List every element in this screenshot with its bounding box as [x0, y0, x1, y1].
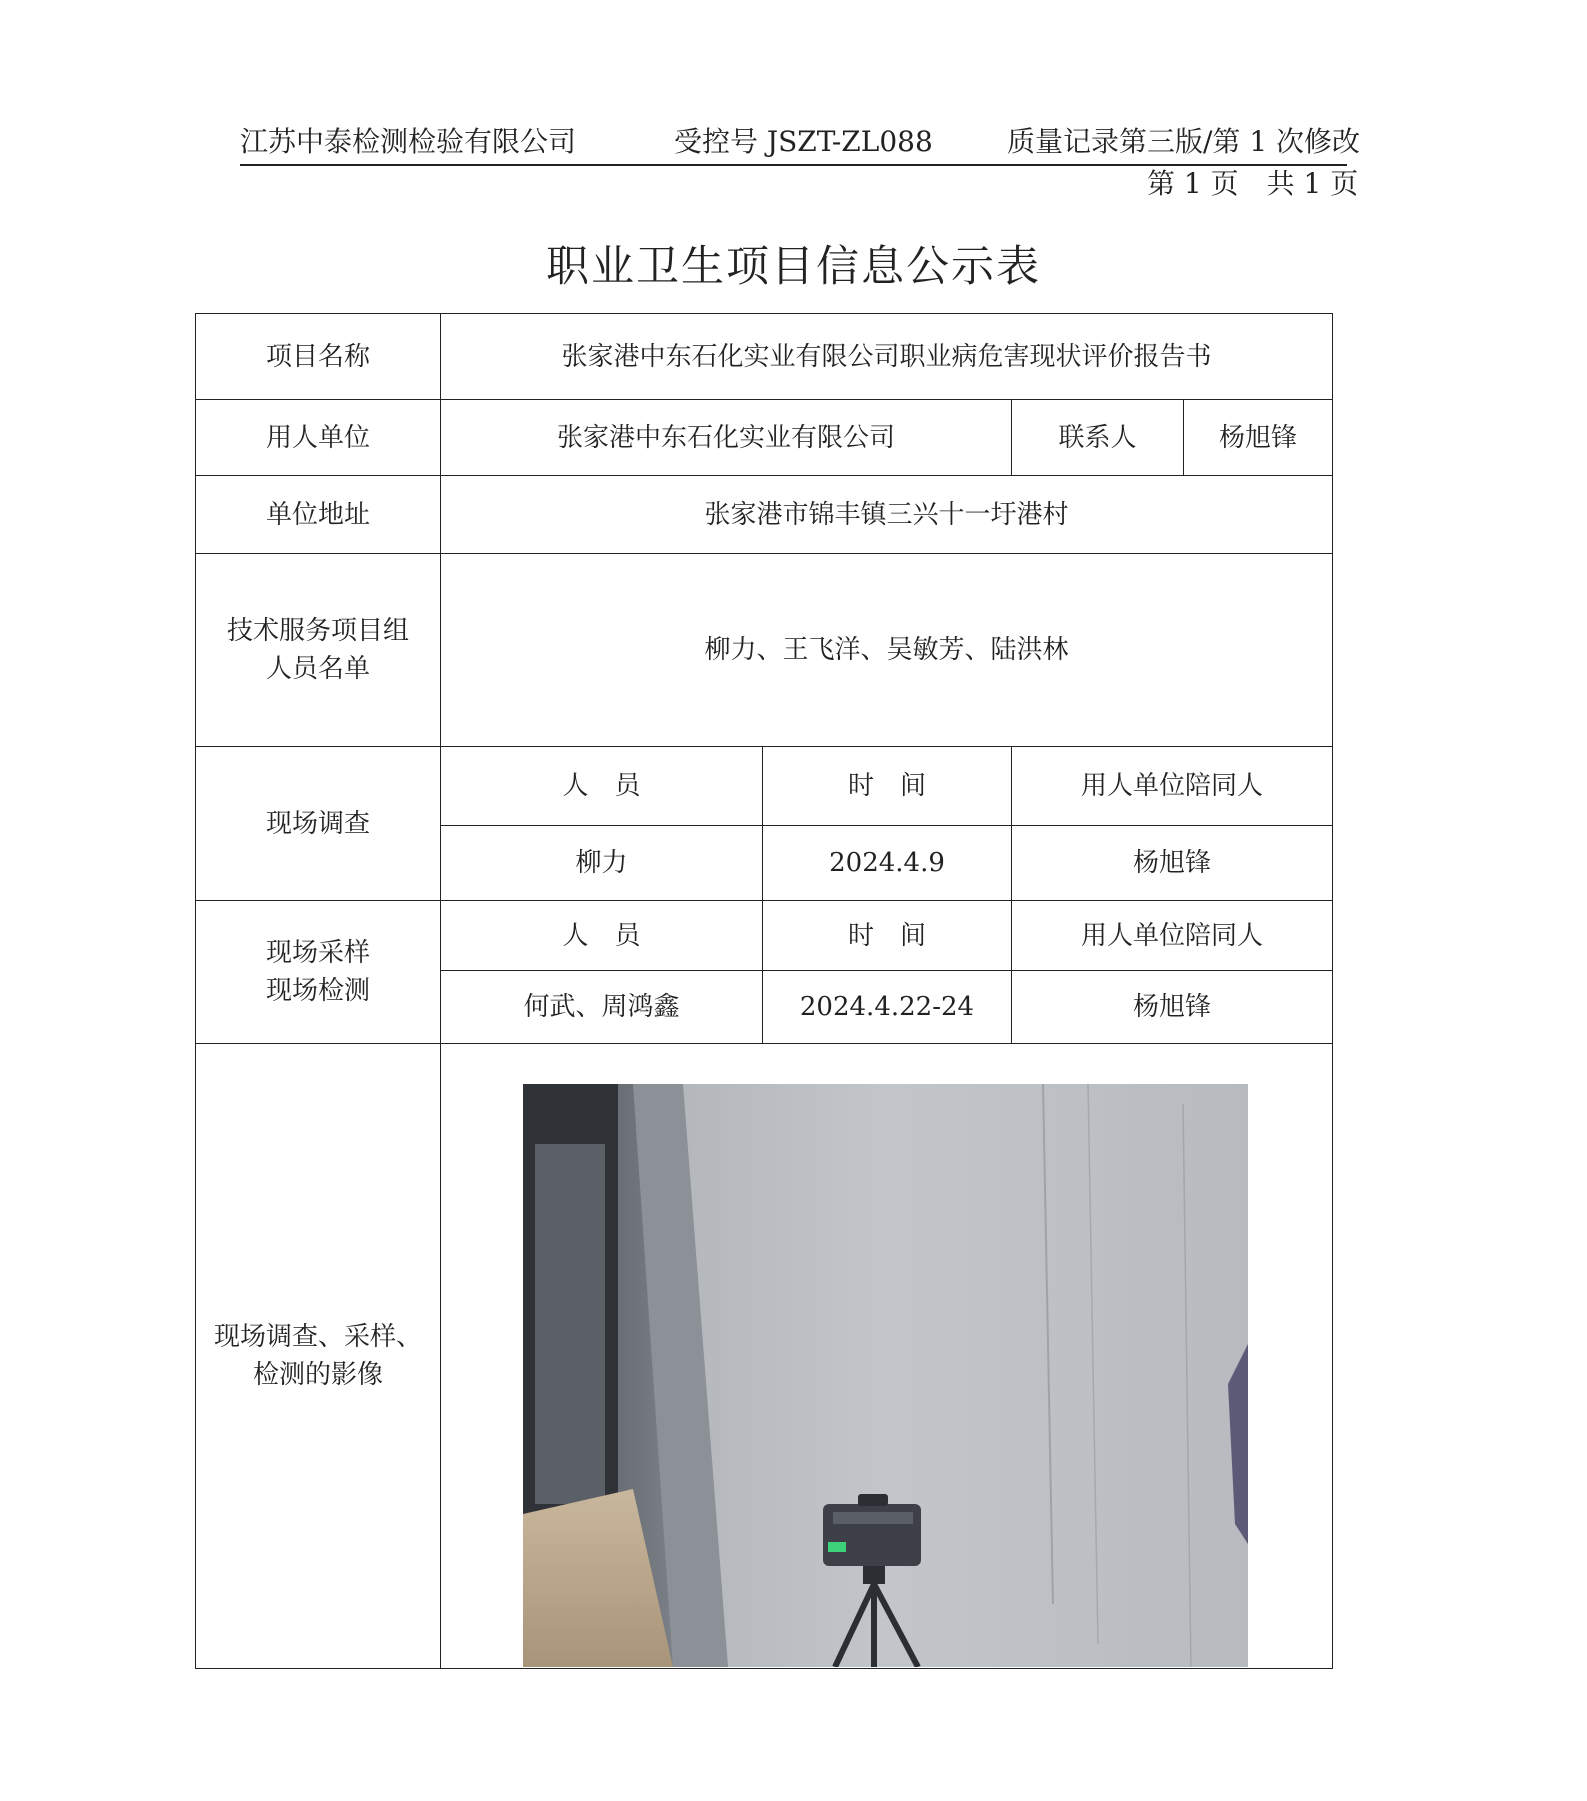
team-value: 柳力、王飞洋、吴敏芳、陆洪林 — [441, 554, 1333, 747]
sampling-person: 何武、周鸿鑫 — [441, 971, 763, 1044]
header-rule — [240, 164, 1347, 166]
header-company: 江苏中泰检测检验有限公司 — [240, 125, 577, 158]
sampling-col-person: 人 员 — [441, 901, 763, 971]
survey-col-person: 人 员 — [441, 747, 763, 826]
survey-col-accompany: 用人单位陪同人 — [1012, 747, 1333, 826]
sampling-label-line1: 现场采样 — [265, 938, 370, 968]
row-sampling-header — [196, 901, 1333, 971]
team-label — [196, 554, 441, 747]
employer-label: 用人单位 — [196, 400, 441, 476]
sampling-col-time: 时 间 — [763, 901, 1012, 971]
images-label-line1: 现场调查、采样、 — [213, 1322, 422, 1352]
team-label-line1: 技术服务项目组 — [226, 616, 409, 646]
site-photo-illustration — [523, 1084, 1248, 1667]
project-name-value: 张家港中东石化实业有限公司职业病危害现状评价报告书 — [441, 314, 1333, 400]
sampling-col-accompany: 用人单位陪同人 — [1012, 901, 1333, 971]
page-title: 职业卫生项目信息公示表 — [546, 242, 1041, 292]
contact-label: 联系人 — [1012, 400, 1184, 476]
project-name-label: 项目名称 — [196, 314, 441, 400]
header-edition: 质量记录第三版/第 1 次修改 — [1007, 125, 1361, 158]
sampling-accompany: 杨旭锋 — [1012, 971, 1333, 1044]
row-images — [196, 1044, 1333, 1669]
images-label — [196, 1044, 441, 1669]
row-address — [196, 476, 1333, 554]
contact-value: 杨旭锋 — [1184, 400, 1333, 476]
images-label-line2: 检测的影像 — [252, 1360, 383, 1390]
site-photo — [523, 1084, 1248, 1667]
survey-person: 柳力 — [441, 826, 763, 901]
team-label-line2: 人员名单 — [265, 654, 370, 684]
sampling-label — [196, 901, 441, 1044]
sampling-label-line2: 现场检测 — [265, 976, 370, 1006]
row-survey-header — [196, 747, 1333, 826]
row-employer — [196, 400, 1333, 476]
survey-col-time: 时 间 — [763, 747, 1012, 826]
survey-accompany: 杨旭锋 — [1012, 826, 1333, 901]
survey-label: 现场调查 — [196, 747, 441, 901]
employer-value: 张家港中东石化实业有限公司 — [441, 400, 1012, 476]
address-label: 单位地址 — [196, 476, 441, 554]
address-value: 张家港市锦丰镇三兴十一圩港村 — [441, 476, 1333, 554]
row-project-name — [196, 314, 1333, 400]
header-page-number: 第 1 页 共 1 页 — [1147, 167, 1359, 200]
images-cell — [441, 1044, 1333, 1669]
row-team — [196, 554, 1333, 747]
survey-time: 2024.4.9 — [763, 826, 1012, 901]
info-table — [195, 313, 1333, 1669]
sampling-time: 2024.4.22-24 — [763, 971, 1012, 1044]
header-control-number: 受控号 JSZT-ZL088 — [674, 125, 933, 158]
